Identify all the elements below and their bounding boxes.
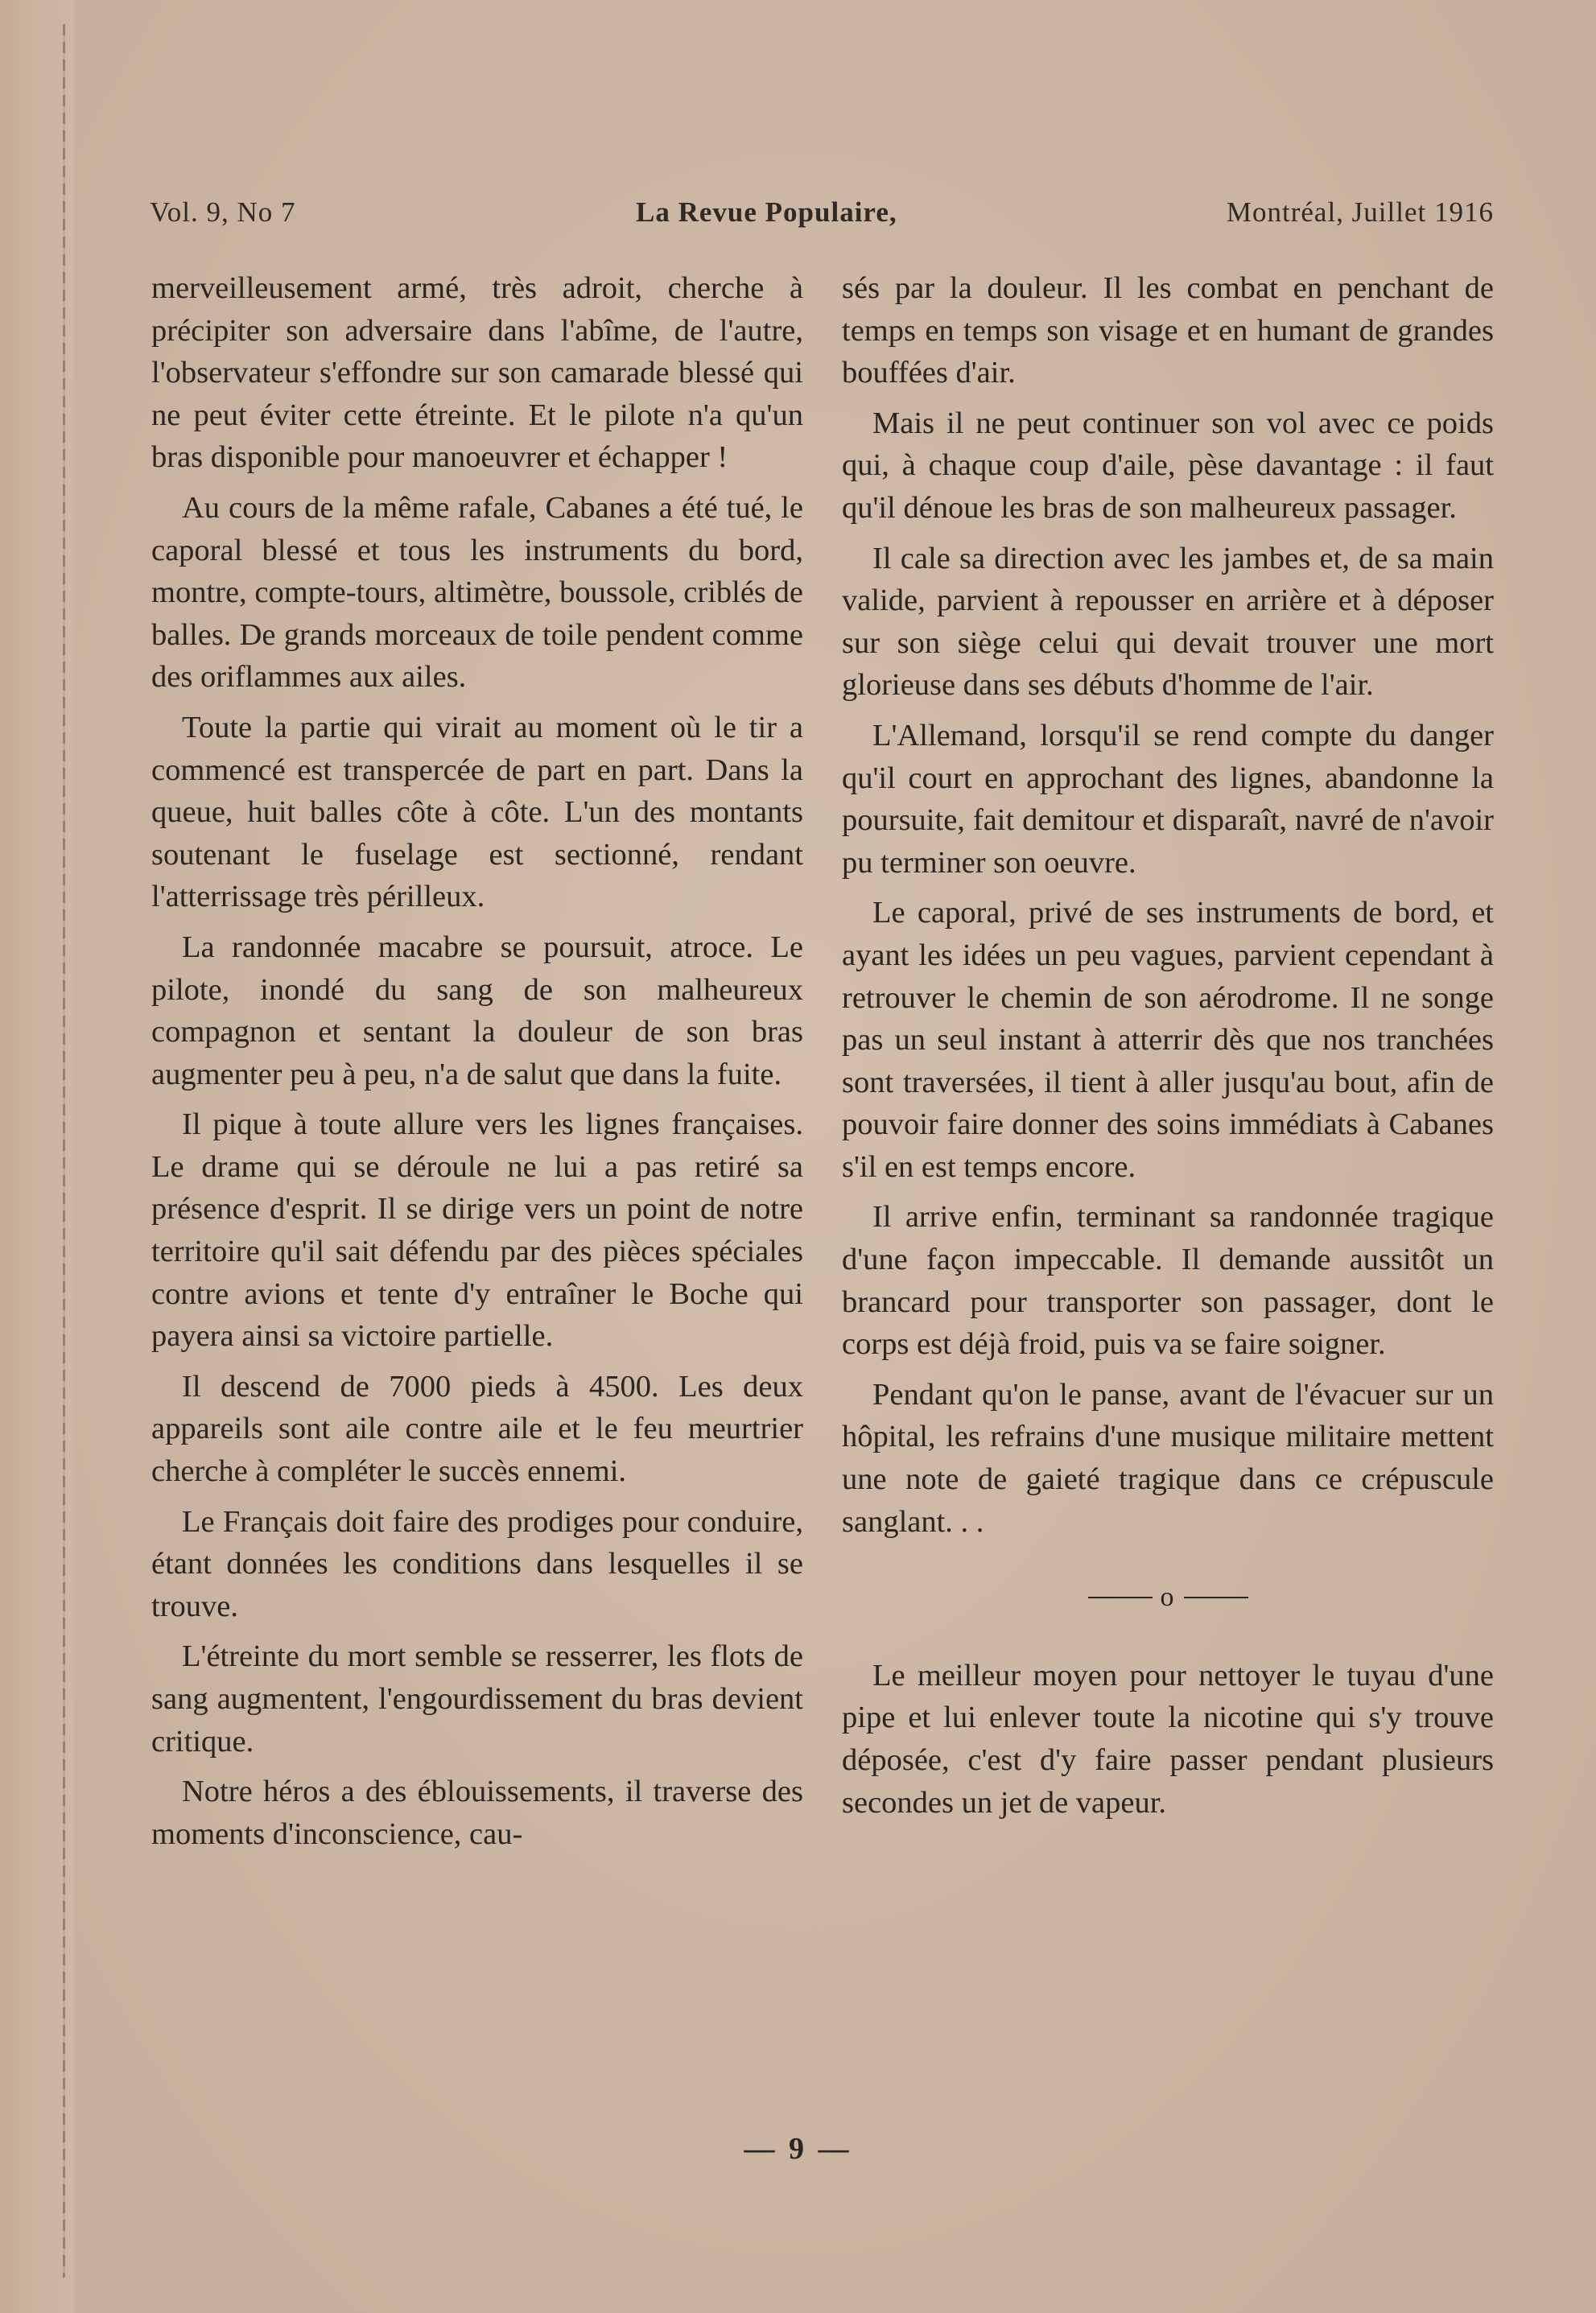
paragraph: Le Français doit faire des prodiges pour conduire, étant données les conditions dans lesquelles il se trouve. <box>151 1504 803 1623</box>
right-column <box>842 267 1494 1832</box>
paragraph: La randonnée macabre se poursuit, atroce. Le pilote, inondé du sang de son malheureux compagnon et sentant la douleur de son bras augmenter peu à peu, n'a de salut que dans la fuite. <box>151 930 803 1091</box>
page-number: — 9 — <box>744 2132 852 2166</box>
paragraph: Il descend de 7000 pieds à 4500. Les deux appareils sont aile contre aile et le feu meurtrier cherche à compléter le succès ennemi. <box>151 1369 803 1489</box>
header-publication: La Revue Populaire, <box>636 196 897 228</box>
paragraph: Le caporal, privé de ses instruments de bord, et ayant les idées un peu vagues, parvient cependant à retrouver le chemin de son aérodrome. Il ne songe pas un seul instant à atterrir dès que nos tranchées sont traversées, il tient à aller jusqu'au bout, afin de pouvoir faire donner des soins immédiats à Cabanes s'il en est temps encore. <box>842 896 1494 1184</box>
paragraph: Au cours de la même rafale, Cabanes a été tué, le caporal blessé et tous les instruments du bord, montre, compte-tours, altimètre, boussole, criblés de balles. De grands morceaux de toile pendent comme des oriflammes aux ailes. <box>151 490 803 695</box>
binding-line <box>63 24 65 2278</box>
separator-rule <box>1184 1597 1248 1598</box>
paragraph: L'étreinte du mort semble se resserrer, les flots de sang augmentent, l'engourdissement du bras devient critique. <box>151 1639 803 1758</box>
header-place-date: Montréal, Juillet 1916 <box>1226 196 1494 228</box>
section-separator <box>842 1575 1494 1619</box>
paragraph: Il arrive enfin, terminant sa randonnée tragique d'une façon impeccable. Il demande aussitôt un brancard pour transporter son passager, dont le corps est déjà froid, puis va se faire soigner. <box>842 1200 1494 1362</box>
paragraph: merveilleusement armé, très adroit, cherche à précipiter son adversaire dans l'abîme, de l'autre, l'observateur s'effondre sur son camarade blessé qui ne peut éviter cette étreinte. Et le pilote n'a qu'un bras disponible pour manoeuvrer et échapper ! <box>151 271 803 475</box>
note-paragraph: Le meilleur moyen pour nettoyer le tuyau d'une pipe et lui enlever toute la nicotine qui s'y trouve déposée, c'est d'y faire passer pendant plusieurs secondes un jet de vapeur. <box>842 1658 1494 1820</box>
separator-mark: o <box>1160 1582 1176 1613</box>
paragraph: L'Allemand, lorsqu'il se rend compte du danger qu'il court en approchant des lignes, abandonne la poursuite, fait demitour et disparaît, navré de n'avoir pu terminer son oeuvre. <box>842 718 1494 880</box>
separator-rule <box>1088 1597 1153 1598</box>
running-header <box>150 196 1494 237</box>
paragraph: sés par la douleur. Il les combat en penchant de temps en temps son visage et en humant de grandes bouffées d'air. <box>842 271 1494 390</box>
header-volume: Vol. 9, No 7 <box>150 196 296 228</box>
paragraph: Il cale sa direction avec les jambes et, de sa main valide, parvient à repousser en arrière et à déposer sur son siège celui qui devait trouver une mort glorieuse dans ses débuts d'homme de l'air. <box>842 541 1494 703</box>
paragraph: Toute la partie qui virait au moment où le tir a commencé est transpercée de part en part. Dans la queue, huit balles côte à côte. L'un des montants soutenant le fuselage est sectionné, rendant l'atterrissage très périlleux. <box>151 710 803 914</box>
paragraph: Pendant qu'on le panse, avant de l'évacuer sur un hôpital, les refrains d'une musique militaire mettent une note de gaieté tragique dans ce crépuscule sanglant. . . <box>842 1377 1494 1539</box>
paragraph: Notre héros a des éblouissements, il traverse des moments d'inconscience, cau- <box>151 1775 803 1851</box>
left-column <box>151 267 803 1863</box>
paragraph: Mais il ne peut continuer son vol avec ce poids qui, à chaque coup d'aile, pèse davantage : il faut qu'il dénoue les bras de son malheureux passager. <box>842 406 1494 525</box>
paragraph: Il pique à toute allure vers les lignes françaises. Le drame qui se déroule ne lui a pas retiré sa présence d'esprit. Il se dirige vers un point de notre territoire qu'il sait défendu par des pièces spéciales contre avions et tente d'y entraîner le Boche qui payera ainsi sa victoire partielle. <box>151 1107 803 1354</box>
